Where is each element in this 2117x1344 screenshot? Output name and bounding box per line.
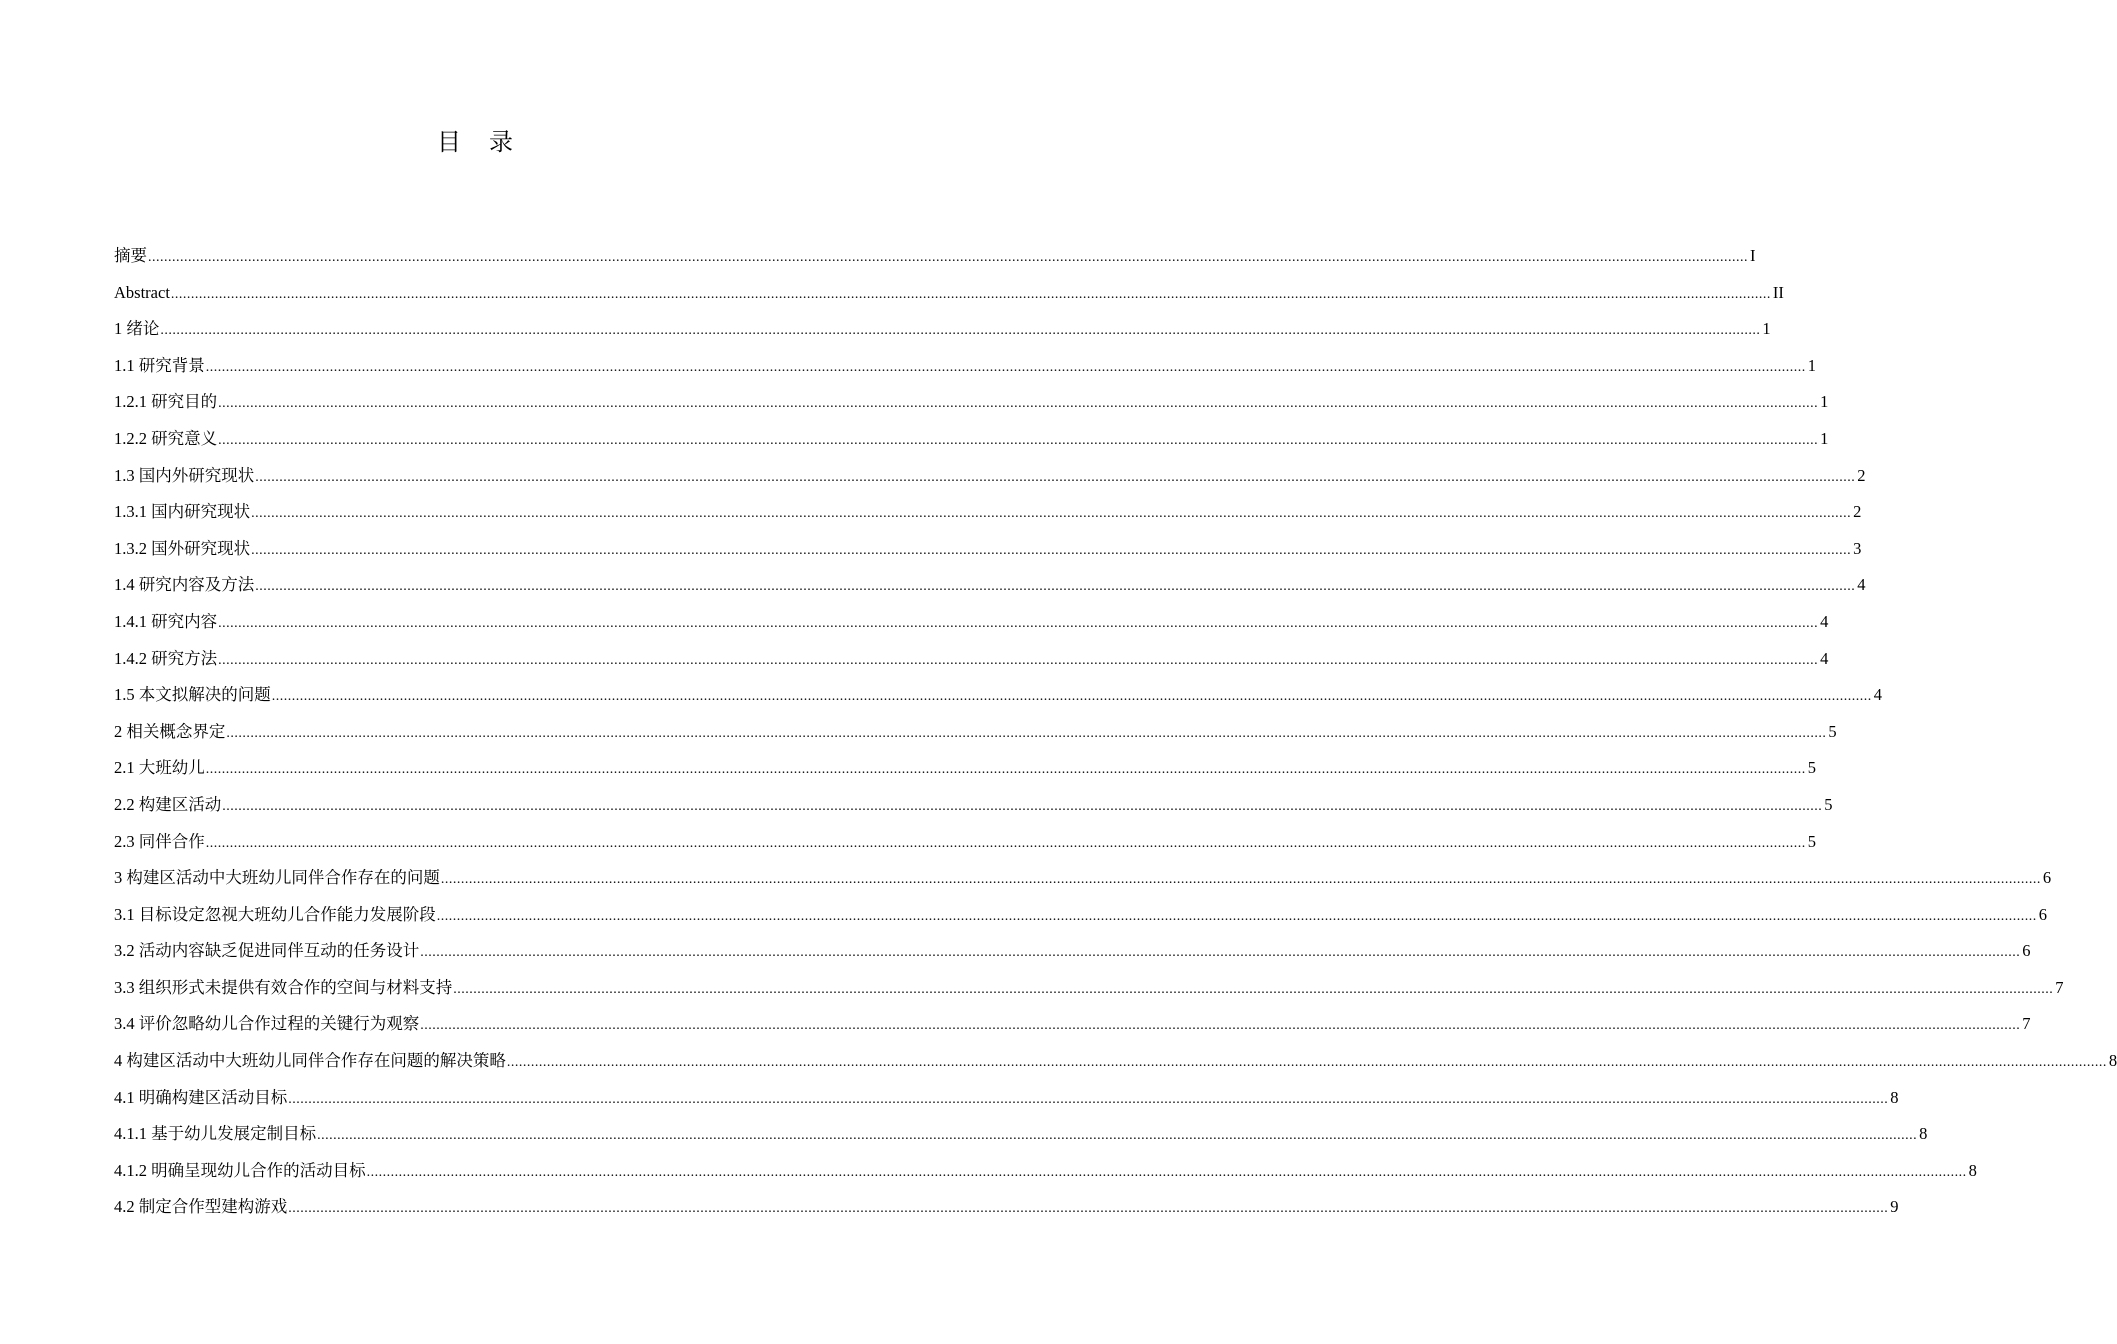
toc-leader-dots: ................................................................................................................................................................................................................................................................................................................................................................................................................ xyxy=(251,542,1852,558)
toc-entry-page-number: 6 xyxy=(2042,868,2052,888)
toc-leader-dots: ................................................................................................................................................................................................................................................................................................................................................................................................................ xyxy=(436,908,2037,924)
toc-entry[interactable] xyxy=(114,970,2064,1007)
toc-leader-dots: ................................................................................................................................................................................................................................................................................................................................................................................................................ xyxy=(205,359,1806,375)
toc-entry-page-number: 6 xyxy=(2038,904,2047,924)
toc-entry[interactable] xyxy=(114,933,2031,970)
toc-entry[interactable] xyxy=(114,275,1784,312)
toc-entry-label: 1 绪论 xyxy=(114,319,160,339)
toc-leader-dots: ................................................................................................................................................................................................................................................................................................................................................................................................................ xyxy=(218,396,1819,412)
toc-entry[interactable] xyxy=(114,531,1862,568)
toc-entry[interactable] xyxy=(114,458,1866,495)
toc-entry[interactable] xyxy=(114,860,2052,897)
toc-entry-label: 1.2.1 研究目的 xyxy=(114,392,218,412)
toc-list xyxy=(114,238,2117,1226)
toc-leader-dots: ................................................................................................................................................................................................................................................................................................................................................................................................................ xyxy=(255,579,1856,595)
toc-entry-page-number: 5 xyxy=(1807,831,1816,851)
toc-entry[interactable] xyxy=(114,1006,2031,1043)
toc-entry-label: 3.2 活动内容缺乏促进同伴互动的任务设计 xyxy=(114,941,420,961)
toc-entry-label: 1.3.2 国外研究现状 xyxy=(114,538,251,558)
toc-entry-page-number: 8 xyxy=(1919,1124,1928,1144)
toc-entry-page-number: 4 xyxy=(1820,611,1829,631)
toc-entry[interactable] xyxy=(114,1189,1899,1226)
toc-entry-label: 4.1 明确构建区活动目标 xyxy=(114,1087,288,1107)
toc-entry[interactable] xyxy=(114,604,1829,641)
toc-leader-dots: ................................................................................................................................................................................................................................................................................................................................................................................................................ xyxy=(317,1128,1918,1144)
toc-leader-dots: ................................................................................................................................................................................................................................................................................................................................................................................................................ xyxy=(453,981,2054,997)
toc-entry[interactable] xyxy=(114,1116,1928,1153)
toc-entry-page-number: II xyxy=(1772,282,1784,302)
toc-entry[interactable] xyxy=(114,1153,1977,1190)
toc-entry-label: 3.1 目标设定忽视大班幼儿合作能力发展阶段 xyxy=(114,904,436,924)
toc-entry[interactable] xyxy=(114,824,1816,861)
toc-leader-dots: ................................................................................................................................................................................................................................................................................................................................................................................................................ xyxy=(288,1091,1889,1107)
toc-entry[interactable] xyxy=(114,421,1829,458)
toc-entry-page-number: 2 xyxy=(1857,465,1866,485)
toc-entry-page-number: 4 xyxy=(1857,575,1866,595)
toc-entry-label: 2.2 构建区活动 xyxy=(114,794,222,814)
toc-entry[interactable] xyxy=(114,787,1833,824)
toc-entry-page-number: 3 xyxy=(1853,538,1862,558)
toc-entry-page-number: 1 xyxy=(1807,355,1816,375)
toc-entry-page-number: 9 xyxy=(1890,1197,1899,1217)
toc-entry[interactable] xyxy=(114,238,1756,275)
toc-entry-page-number: 7 xyxy=(2055,977,2064,997)
toc-entry[interactable] xyxy=(114,750,1816,787)
toc-entry-page-number: 6 xyxy=(2022,941,2031,961)
toc-leader-dots: ................................................................................................................................................................................................................................................................................................................................................................................................................ xyxy=(288,1201,1889,1217)
toc-entry-label: 3.4 评价忽略幼儿合作过程的关键行为观察 xyxy=(114,1014,420,1034)
toc-leader-dots: ................................................................................................................................................................................................................................................................................................................................................................................................................ xyxy=(160,323,1761,339)
toc-entry-page-number: 4 xyxy=(1873,685,1882,705)
toc-entry[interactable] xyxy=(114,384,1829,421)
toc-entry-label: 1.5 本文拟解决的问题 xyxy=(114,685,271,705)
toc-entry[interactable] xyxy=(114,494,1862,531)
toc-leader-dots: ................................................................................................................................................................................................................................................................................................................................................................................................................ xyxy=(218,432,1819,448)
toc-entry-label: 1.4.2 研究方法 xyxy=(114,648,218,668)
toc-entry-label: 1.3.1 国内研究现状 xyxy=(114,502,251,522)
toc-leader-dots: ................................................................................................................................................................................................................................................................................................................................................................................................................ xyxy=(271,689,1872,705)
toc-entry-label: 1.1 研究背景 xyxy=(114,355,205,375)
toc-leader-dots: ................................................................................................................................................................................................................................................................................................................................................................................................................ xyxy=(366,1164,1967,1180)
toc-entry[interactable] xyxy=(114,311,1771,348)
toc-entry[interactable] xyxy=(114,897,2047,934)
toc-leader-dots: ................................................................................................................................................................................................................................................................................................................................................................................................................ xyxy=(205,762,1806,778)
toc-entry[interactable] xyxy=(114,714,1837,751)
toc-heading-char: 目 xyxy=(437,128,461,156)
toc-entry-page-number: 5 xyxy=(1828,721,1837,741)
toc-entry-page-number: 7 xyxy=(2022,1014,2031,1034)
toc-entry[interactable] xyxy=(114,567,1866,604)
toc-leader-dots: ................................................................................................................................................................................................................................................................................................................................................................................................................ xyxy=(440,872,2041,888)
toc-entry-label: Abstract xyxy=(114,282,170,302)
toc-entry-page-number: 5 xyxy=(1824,794,1833,814)
toc-leader-dots: ................................................................................................................................................................................................................................................................................................................................................................................................................ xyxy=(170,286,1771,302)
toc-entry-page-number: 8 xyxy=(1890,1087,1899,1107)
toc-leader-dots: ................................................................................................................................................................................................................................................................................................................................................................................................................ xyxy=(420,1018,2021,1034)
toc-entry-label: 4 构建区活动中大班幼儿同伴合作存在问题的解决策略 xyxy=(114,1051,506,1071)
toc-entry[interactable] xyxy=(114,641,1829,678)
toc-leader-dots: ................................................................................................................................................................................................................................................................................................................................................................................................................ xyxy=(506,1055,2107,1071)
toc-entry[interactable] xyxy=(114,348,1816,385)
toc-leader-dots: ................................................................................................................................................................................................................................................................................................................................................................................................................ xyxy=(420,945,2021,961)
toc-entry-page-number: 1 xyxy=(1820,392,1829,412)
toc-entry-page-number: 8 xyxy=(2108,1051,2117,1071)
toc-leader-dots: ................................................................................................................................................................................................................................................................................................................................................................................................................ xyxy=(218,615,1819,631)
toc-entry[interactable] xyxy=(114,1043,2117,1080)
toc-entry-page-number: 2 xyxy=(1853,502,1862,522)
toc-leader-dots: ................................................................................................................................................................................................................................................................................................................................................................................................................ xyxy=(255,469,1856,485)
toc-leader-dots: ................................................................................................................................................................................................................................................................................................................................................................................................................ xyxy=(218,652,1819,668)
toc-entry-label: 4.1.2 明确呈现幼儿合作的活动目标 xyxy=(114,1160,366,1180)
toc-entry-label: 2.3 同伴合作 xyxy=(114,831,205,851)
toc-leader-dots: ................................................................................................................................................................................................................................................................................................................................................................................................................ xyxy=(251,506,1852,522)
toc-entry-label: 2.1 大班幼儿 xyxy=(114,758,205,778)
toc-heading-char: 录 xyxy=(489,128,513,156)
toc-entry-label: 4.2 制定合作型建构游戏 xyxy=(114,1197,288,1217)
toc-leader-dots: ................................................................................................................................................................................................................................................................................................................................................................................................................ xyxy=(148,250,1748,265)
toc-leader-dots: ................................................................................................................................................................................................................................................................................................................................................................................................................ xyxy=(226,725,1827,741)
toc-entry-label: 1.4.1 研究内容 xyxy=(114,611,218,631)
toc-entry-page-number: I xyxy=(1750,246,1756,265)
toc-entry-label: 1.3 国内外研究现状 xyxy=(114,465,255,485)
toc-entry-label: 3 构建区活动中大班幼儿同伴合作存在的问题 xyxy=(114,868,440,888)
toc-entry-label: 4.1.1 基于幼儿发展定制目标 xyxy=(114,1124,317,1144)
toc-entry[interactable] xyxy=(114,1080,1899,1117)
toc-entry-label: 1.4 研究内容及方法 xyxy=(114,575,255,595)
toc-entry-label: 摘要 xyxy=(114,246,147,265)
toc-leader-dots: ................................................................................................................................................................................................................................................................................................................................................................................................................ xyxy=(205,835,1806,851)
toc-entry-label: 1.2.2 研究意义 xyxy=(114,428,218,448)
toc-entry-page-number: 1 xyxy=(1762,319,1771,339)
toc-entry-label: 2 相关概念界定 xyxy=(114,721,226,741)
toc-entry-page-number: 4 xyxy=(1820,648,1829,668)
toc-entry[interactable] xyxy=(114,677,1882,714)
toc-entry-page-number: 1 xyxy=(1820,428,1829,448)
toc-leader-dots: ................................................................................................................................................................................................................................................................................................................................................................................................................ xyxy=(222,798,1823,814)
toc-entry-label: 3.3 组织形式未提供有效合作的空间与材料支持 xyxy=(114,977,453,997)
toc-entry-page-number: 5 xyxy=(1807,758,1816,778)
toc-entry-page-number: 8 xyxy=(1968,1160,1977,1180)
toc-heading xyxy=(0,122,950,157)
